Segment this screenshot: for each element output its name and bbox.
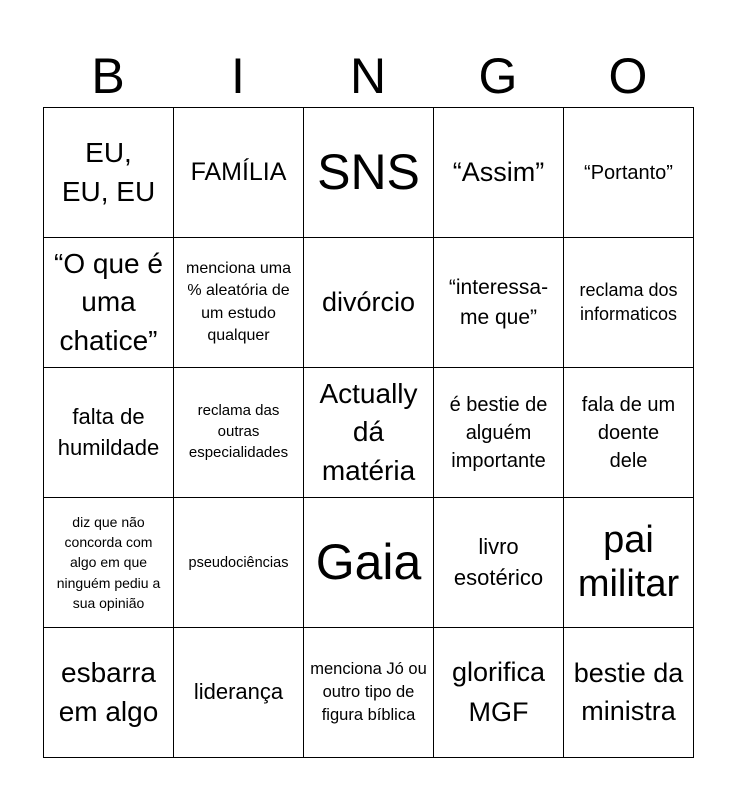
bingo-cell[interactable] (174, 108, 304, 238)
bingo-header (43, 48, 693, 104)
cell-text: “interessa-me que” (448, 276, 549, 329)
cell-text: é bestie de alguém importante (449, 393, 548, 472)
cell-text: falta de humildade (57, 403, 160, 460)
cell-text: menciona Jó ou outro tipo de figura bíblica (310, 659, 427, 725)
bingo-cell[interactable] (304, 108, 434, 238)
bingo-cell[interactable] (564, 108, 694, 238)
bingo-cell[interactable] (564, 498, 694, 628)
bingo-cell[interactable] (564, 238, 694, 368)
header-letter-b: B (91, 48, 125, 104)
bingo-cell[interactable] (44, 368, 174, 498)
header-letter-i: I (231, 48, 245, 104)
cell-text: pai militar (577, 518, 680, 605)
cell-text: diz que não concorda com algo em que ninguém pediu a sua opinião (56, 513, 161, 611)
cell-text: reclama dos informaticos (579, 280, 678, 324)
cell-text: “Portanto” (584, 161, 673, 184)
cell-text: divórcio (321, 286, 416, 317)
cell-text: esbarra em algo (58, 656, 159, 727)
bingo-cell[interactable] (564, 628, 694, 758)
cell-text: bestie da ministra (573, 658, 684, 726)
bingo-cell[interactable] (174, 238, 304, 368)
bingo-cell[interactable] (434, 498, 564, 628)
bingo-cell[interactable] (44, 238, 174, 368)
cell-text: menciona uma % aleatória de um estudo qualquer (186, 259, 291, 344)
cell-text: “O que é uma chatice” (54, 247, 163, 356)
bingo-cell[interactable] (44, 628, 174, 758)
cell-text: FAMÍLIA (190, 158, 287, 187)
bingo-cell[interactable] (44, 108, 174, 238)
header-letter-o: O (608, 48, 648, 104)
cell-text: “Assim” (452, 156, 545, 187)
bingo-cell[interactable] (304, 368, 434, 498)
header-letter-g: G (478, 48, 518, 104)
cell-text: reclama das outras especialidades (188, 402, 289, 461)
cell-text: livro esotérico (453, 533, 544, 590)
cell-text: liderança (193, 679, 284, 705)
bingo-cell[interactable] (304, 498, 434, 628)
bingo-cell[interactable] (44, 498, 174, 628)
bingo-cell[interactable] (174, 498, 304, 628)
bingo-cell[interactable] (434, 368, 564, 498)
bingo-grid (43, 107, 694, 758)
bingo-cell[interactable] (304, 628, 434, 758)
cell-text: fala de um doente dele (581, 393, 676, 472)
cell-text: EU, EU, EU (61, 136, 156, 207)
bingo-cell[interactable] (434, 108, 564, 238)
bingo-cell[interactable] (434, 628, 564, 758)
cell-text: pseudociências (188, 554, 289, 571)
bingo-cell[interactable] (174, 628, 304, 758)
bingo-cell[interactable] (434, 238, 564, 368)
cell-text: SNS (317, 144, 420, 201)
header-letter-n: N (349, 48, 387, 104)
bingo-cell[interactable] (174, 368, 304, 498)
bingo-cell[interactable] (304, 238, 434, 368)
cell-text: glorifica MGF (451, 657, 546, 727)
cell-text: Actually dá matéria (319, 377, 418, 486)
bingo-cell[interactable] (564, 368, 694, 498)
cell-text: Gaia (315, 534, 422, 591)
